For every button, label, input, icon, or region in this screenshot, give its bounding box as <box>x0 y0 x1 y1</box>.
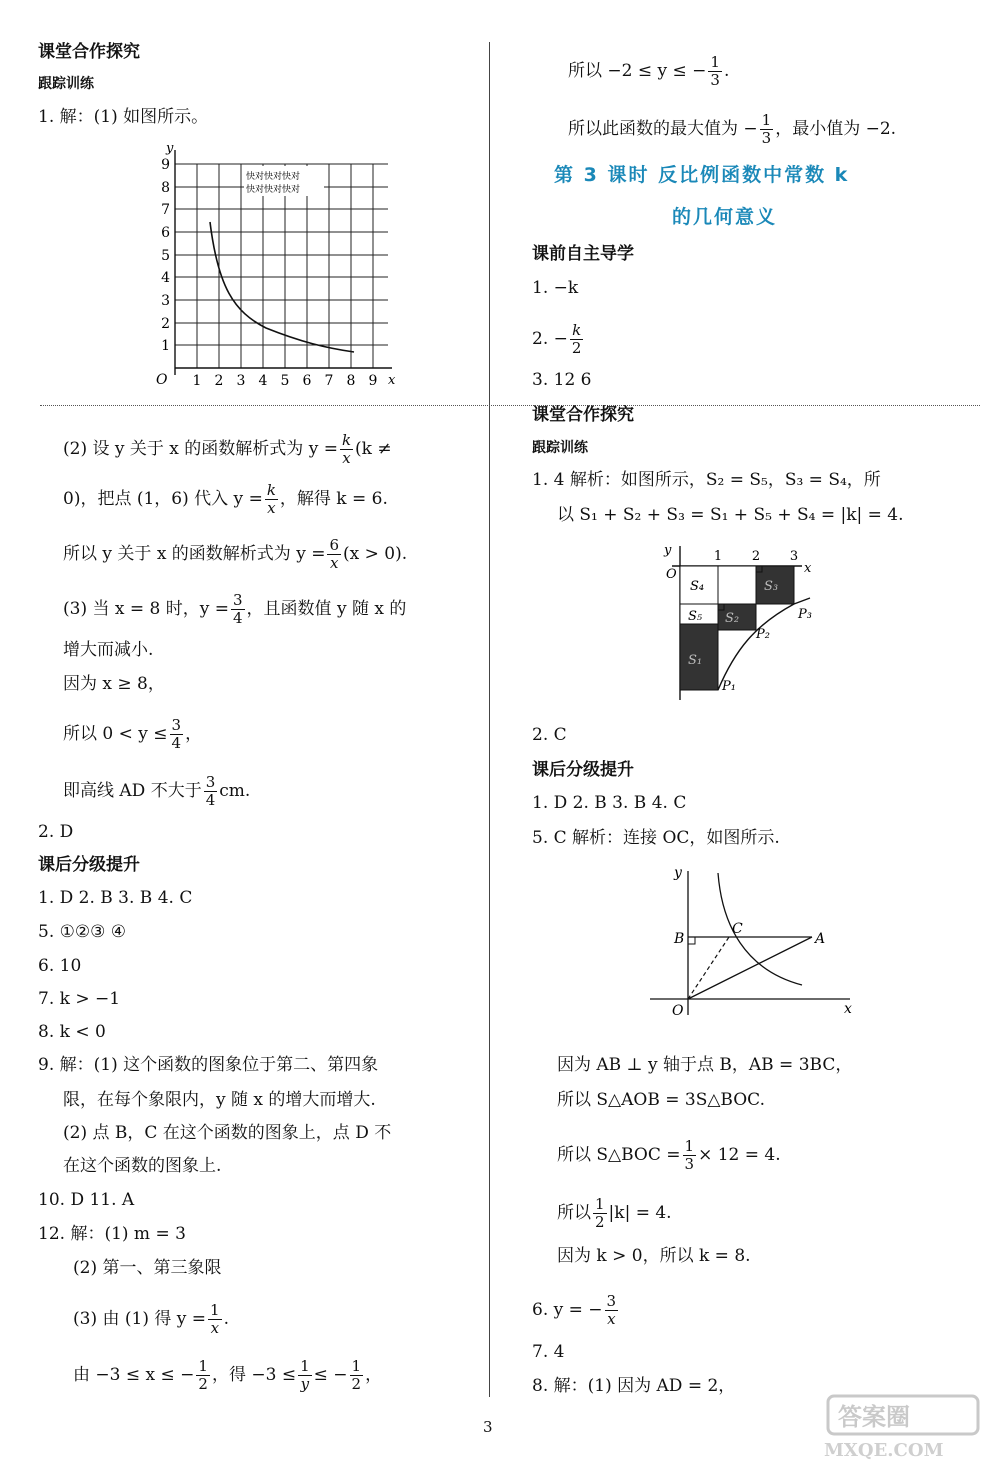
origin-label: O <box>156 372 168 388</box>
fraction: $\frac{3}{4}$ <box>205 773 216 809</box>
fig-y-label: y <box>664 543 672 558</box>
lesson-title: 第 3 课时 反比例函数中常数 k <box>554 164 850 186</box>
fraction: $\frac{1}{3}$ <box>684 1137 695 1173</box>
fraction: $\frac{1}{2}$ <box>351 1357 362 1393</box>
fraction: $\frac{k}{x}$ <box>266 481 276 517</box>
y-tick: 4 <box>161 270 170 286</box>
answer-line: 0)，把点 (1，6) 代入 y = $\frac{k}{x}$ ，解得 k = 6. <box>63 481 388 517</box>
y-axis-label: y <box>166 142 174 156</box>
fig-origin: O <box>672 1003 684 1019</box>
answer-line: 6. y = − $\frac{3}{x}$ <box>532 1292 617 1328</box>
subsection-heading: 跟踪训练 <box>38 76 94 92</box>
answer-line: 1. D 2. B 3. B 4. C <box>38 888 193 908</box>
fig-p2: P₂ <box>756 627 770 642</box>
fig-point-a: A <box>815 931 826 947</box>
answer-line: 12. 解：(1) m = 3 <box>38 1224 186 1244</box>
answer-line: 在这个函数的图象上. <box>63 1156 222 1176</box>
answer-line: (3) 由 (1) 得 y = $\frac{1}{x}$ . <box>73 1301 229 1337</box>
fig-point-b: B <box>674 931 685 947</box>
answer-line: 增大而减小. <box>63 640 154 660</box>
fraction: $\frac{k}{2}$ <box>571 321 582 357</box>
x-tick: 1 <box>192 373 202 389</box>
answer-line: 3. 12 6 <box>532 370 592 390</box>
function-graph <box>126 142 396 397</box>
fig-point-c: C <box>732 921 743 937</box>
y-tick: 9 <box>161 157 170 173</box>
fig-tick: 1 <box>713 549 723 564</box>
fraction: $\frac{3}{4}$ <box>171 716 182 752</box>
answer-line: 因为 AB ⊥ y 轴于点 B，AB = 3BC， <box>557 1055 853 1075</box>
y-tick: 6 <box>161 225 170 241</box>
answer-line: 2. C <box>532 725 567 745</box>
x-tick: 7 <box>324 373 334 389</box>
answer-line: 即高线 AD 不大于 $\frac{3}{4}$ cm. <box>63 773 251 809</box>
answer-line: 所以 $\frac{1}{2}$ |k| = 4. <box>557 1195 672 1231</box>
answer-line: 8. k < 0 <box>38 1022 106 1042</box>
fraction: $\frac{k}{x}$ <box>341 431 352 467</box>
fraction: $\frac{1}{x}$ <box>210 1301 220 1337</box>
answer-line: 所以 S△BOC = $\frac{1}{3}$ × 12 = 4. <box>557 1137 781 1173</box>
section-heading: 课后分级提升 <box>38 855 140 875</box>
answer-line: 所以 −2 ≤ y ≤ − $\frac{1}{3}$ . <box>568 53 730 89</box>
answer-line: 5. C 解析：连接 OC，如图所示. <box>532 828 780 848</box>
lesson-title: 的几何意义 <box>672 206 778 228</box>
section-heading: 课后分级提升 <box>532 760 634 780</box>
graph-inner-text: 快对快对快对 <box>246 172 301 182</box>
answer-line: 7. k > −1 <box>38 989 121 1009</box>
x-axis-label: x <box>388 373 396 388</box>
answer-line: 所以此函数的最大值为 − $\frac{1}{3}$ ，最小值为 −2. <box>568 111 897 147</box>
answer-line: 限，在每个象限内，y 随 x 的增大而增大. <box>63 1090 376 1110</box>
answer-line: 因为 k > 0，所以 k = 8. <box>557 1246 751 1266</box>
fig-s2: S₂ <box>725 611 740 626</box>
x-tick: 9 <box>368 373 378 389</box>
answer-line: 1. −k <box>532 278 579 298</box>
fraction: $\frac{3}{4}$ <box>233 591 243 627</box>
answer-line: (3) 当 x = 8 时，y = $\frac{3}{4}$ ，且函数值 y 随 x 的 <box>63 591 407 627</box>
answer-line: 2. D <box>38 822 74 842</box>
fig-p3: P₃ <box>798 607 812 622</box>
y-tick: 1 <box>161 338 170 354</box>
answer-line: 所以 y 关于 x 的函数解析式为 y = $\frac{6}{x}$ (x > 0). <box>63 536 408 572</box>
answer-line: (2) 第一、第三象限 <box>73 1258 222 1278</box>
answer-line: 7. 4 <box>532 1342 565 1362</box>
answer-line: 1. 解：(1) 如图所示。 <box>38 107 209 127</box>
graph-inner-text: 快对快对快对 <box>246 185 301 195</box>
y-tick: 2 <box>161 316 170 332</box>
answer-line: 8. 解：(1) 因为 AD = 2， <box>532 1376 736 1396</box>
answer-line: 2. − $\frac{k}{2}$ <box>532 321 582 357</box>
page-number: 3 <box>483 1418 493 1436</box>
fraction: $\frac{1}{2}$ <box>595 1195 605 1231</box>
watermark-logo <box>818 1392 998 1462</box>
subsection-heading: 跟踪训练 <box>532 440 588 456</box>
y-tick: 8 <box>161 180 170 196</box>
section-heading: 课堂合作探究 <box>38 42 140 62</box>
y-tick: 7 <box>161 202 170 218</box>
answer-line: 所以 S△AOB = 3S△BOC. <box>557 1090 765 1110</box>
answer-line: (2) 设 y 关于 x 的函数解析式为 y = $\frac{k}{x}$ (k ≠ <box>63 431 392 467</box>
answer-line: 1. D 2. B 3. B 4. C <box>532 793 687 813</box>
fraction: $\frac{6}{x}$ <box>329 536 340 572</box>
fraction: $\frac{1}{2}$ <box>198 1357 208 1393</box>
x-tick: 6 <box>302 373 312 389</box>
y-tick: 5 <box>161 248 170 264</box>
fraction: $\frac{1}{3}$ <box>761 111 772 147</box>
fig-tick: 3 <box>789 549 799 564</box>
answer-line: 10. D 11. A <box>38 1190 135 1210</box>
fig-s5: S₅ <box>688 609 703 624</box>
fraction: $\frac{3}{x}$ <box>606 1292 617 1328</box>
fig-s1: S₁ <box>688 653 703 668</box>
answer-line: 6. 10 <box>38 956 82 976</box>
fraction: $\frac{1}{3}$ <box>710 53 720 89</box>
svg-text:答案圈: 答案圈 <box>838 1402 910 1431</box>
fig-tick: 2 <box>751 549 761 564</box>
answer-line: (2) 点 B，C 在这个函数的图象上，点 D 不 <box>63 1123 392 1143</box>
answer-line: 因为 x ≥ 8， <box>63 674 165 694</box>
x-tick: 3 <box>236 373 246 389</box>
answer-line: 9. 解：(1) 这个函数的图象位于第二、第四象 <box>38 1055 379 1075</box>
fig-y-label: y <box>674 865 682 881</box>
answer-line: 以 S₁ + S₂ + S₃ = S₁ + S₅ + S₄ = |k| = 4. <box>557 505 904 525</box>
section-divider <box>40 405 980 406</box>
fig-x-label: x <box>804 561 812 576</box>
fig-s4: S₄ <box>690 579 705 594</box>
y-tick: 3 <box>161 293 170 309</box>
x-tick: 2 <box>214 373 224 389</box>
column-divider <box>489 42 490 1397</box>
answer-line: 5. ①②③ ④ <box>38 922 126 942</box>
fig-p1: P₁ <box>722 679 736 694</box>
area-figure <box>660 540 850 712</box>
x-tick: 8 <box>346 373 356 389</box>
section-heading: 课堂合作探究 <box>532 405 634 425</box>
svg-text:MXQE.COM: MXQE.COM <box>824 1440 944 1461</box>
fraction: $\frac{1}{y}$ <box>300 1357 310 1393</box>
answer-line: 1. 4 解析：如图所示，S₂ = S₅，S₃ = S₄，所 <box>532 470 881 490</box>
answer-line: 所以 0 < y ≤ $\frac{3}{4}$ ， <box>63 716 203 752</box>
x-tick: 4 <box>258 373 268 389</box>
section-heading: 课前自主导学 <box>532 244 634 264</box>
x-tick: 5 <box>280 373 290 389</box>
answer-line: 由 −3 ≤ x ≤ − $\frac{1}{2}$ ，得 −3 ≤ $\frac{1}{y}$ ≤ − $\frac{1}{2}$ ， <box>73 1357 383 1393</box>
fig-x-label: x <box>844 1001 852 1017</box>
fig-origin: O <box>666 567 677 582</box>
triangle-figure <box>650 865 860 1025</box>
fig-s3: S₃ <box>764 579 779 594</box>
